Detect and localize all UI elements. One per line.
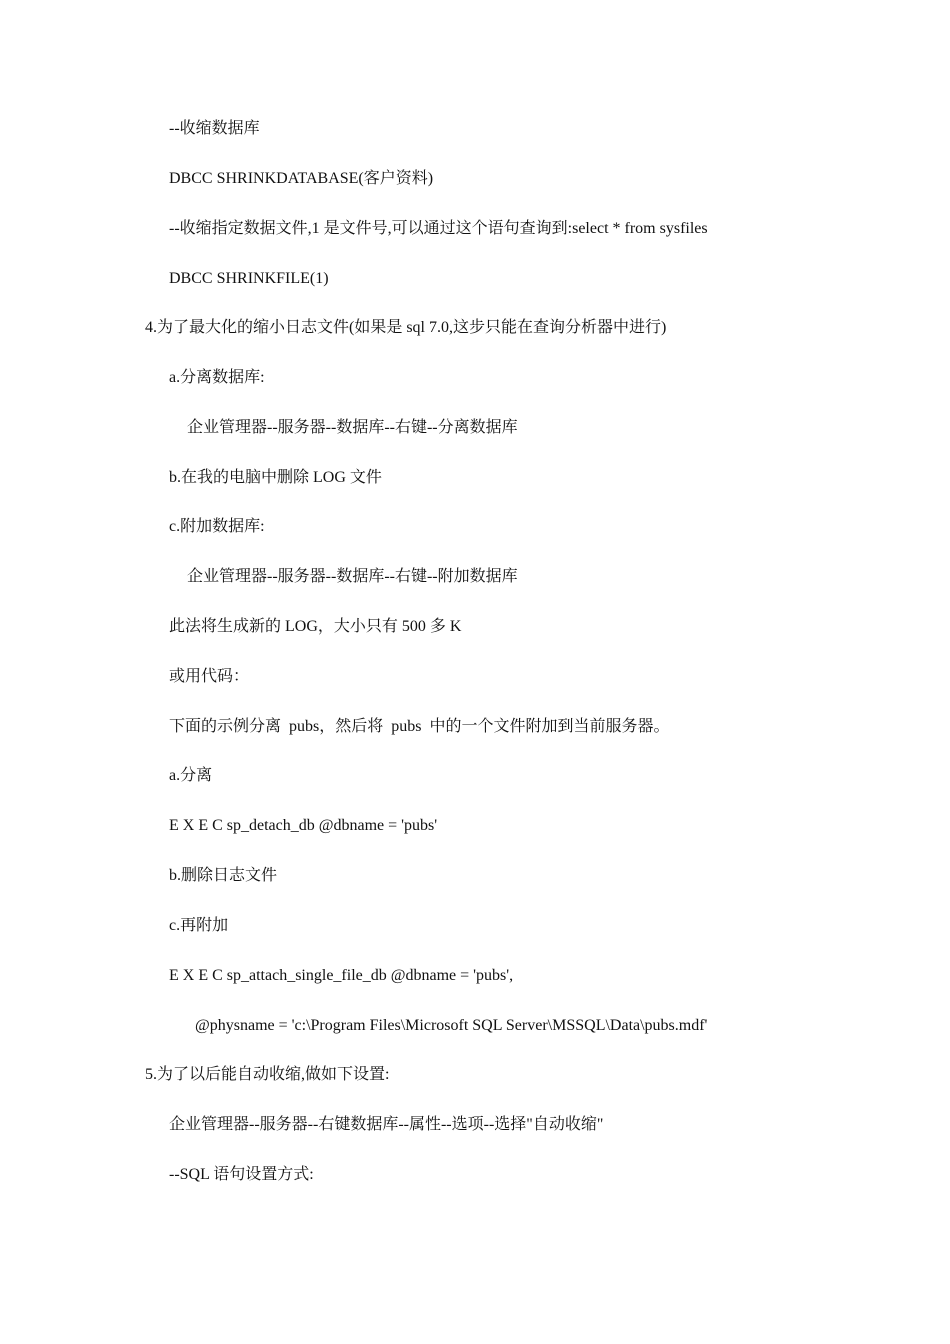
code-attach-physname: @physname = 'c:\Program Files\Microsoft SQL Server\MSSQL\Data\pubs.mdf' (195, 1017, 708, 1034)
sql-setting-heading: --SQL 语句设置方式: (169, 1166, 314, 1183)
code-shrinkfile: DBCC SHRINKFILE(1) (169, 270, 329, 287)
example-step-a: a.分离 (169, 767, 213, 784)
example-description: 下面的示例分离 pubs，然后将 pubs 中的一个文件附加到当前服务器。 (169, 718, 670, 735)
result-note: 此法将生成新的 LOG，大小只有 500 多 K (169, 618, 462, 635)
step-5-heading: 5.为了以后能自动收缩,做如下设置: (145, 1066, 390, 1083)
example-step-b: b.删除日志文件 (169, 867, 278, 884)
example-step-c: c.再附加 (169, 917, 229, 934)
step-4a: a.分离数据库: (169, 369, 265, 386)
code-detach: E X E C sp_detach_db @dbname = 'pubs' (169, 817, 438, 834)
step-5-path: 企业管理器--服务器--右键数据库--属性--选项--选择"自动收缩" (169, 1116, 604, 1133)
step-4-heading: 4.为了最大化的缩小日志文件(如果是 sql 7.0,这步只能在查询分析器中进行) (145, 319, 667, 336)
step-4a-path: 企业管理器--服务器--数据库--右键--分离数据库 (187, 419, 518, 436)
step-4c-path: 企业管理器--服务器--数据库--右键--附加数据库 (187, 568, 518, 585)
code-attach: E X E C sp_attach_single_file_db @dbname = 'pubs', (169, 967, 514, 984)
code-intro: 或用代码： (169, 668, 250, 685)
comment-shrink-file: --收缩指定数据文件,1 是文件号,可以通过这个语句查询到:select * from sysfiles (169, 220, 708, 237)
step-4c: c.附加数据库: (169, 518, 265, 535)
comment-shrink-database: --收缩数据库 (169, 120, 260, 137)
code-shrinkdatabase: DBCC SHRINKDATABASE(客户资料) (169, 170, 434, 187)
step-4b: b.在我的电脑中删除 LOG 文件 (169, 469, 382, 486)
